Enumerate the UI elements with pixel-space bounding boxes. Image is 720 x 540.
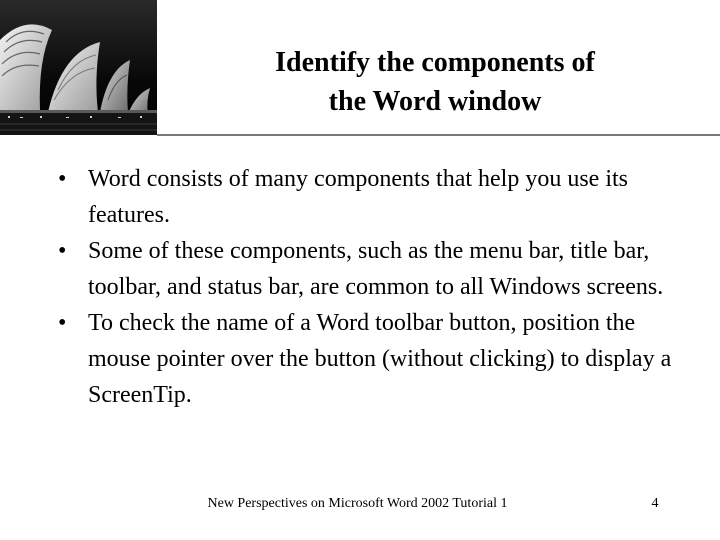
header-photo: [0, 0, 157, 135]
slide-footer: New Perspectives on Microsoft Word 2002 Tutorial 1: [207, 496, 508, 511]
slide-title: [190, 43, 680, 121]
bullet-text: To check the name of a Word toolbar button, position the mouse pointer over the button (without clicking) to display a ScreenTip.: [88, 310, 672, 408]
slide-title-line-1: Identify the components of: [275, 47, 595, 78]
bullet-text: Word consists of many components that help you use its features.: [88, 166, 628, 228]
page-number: 4: [651, 496, 659, 511]
bullet-item: [58, 305, 698, 413]
bullet-item: [58, 233, 698, 305]
slide-title-line-2: the Word window: [328, 86, 542, 117]
bullet-symbol: •: [58, 238, 67, 264]
bullet-symbol: •: [58, 166, 67, 192]
bullet-list: [58, 161, 698, 413]
bullet-item: [58, 161, 698, 233]
header-divider: [157, 134, 720, 136]
bullet-text: Some of these components, such as the menu bar, title bar, toolbar, and status bar, are common to all Windows screens.: [88, 238, 664, 300]
bullet-symbol: •: [58, 310, 67, 336]
